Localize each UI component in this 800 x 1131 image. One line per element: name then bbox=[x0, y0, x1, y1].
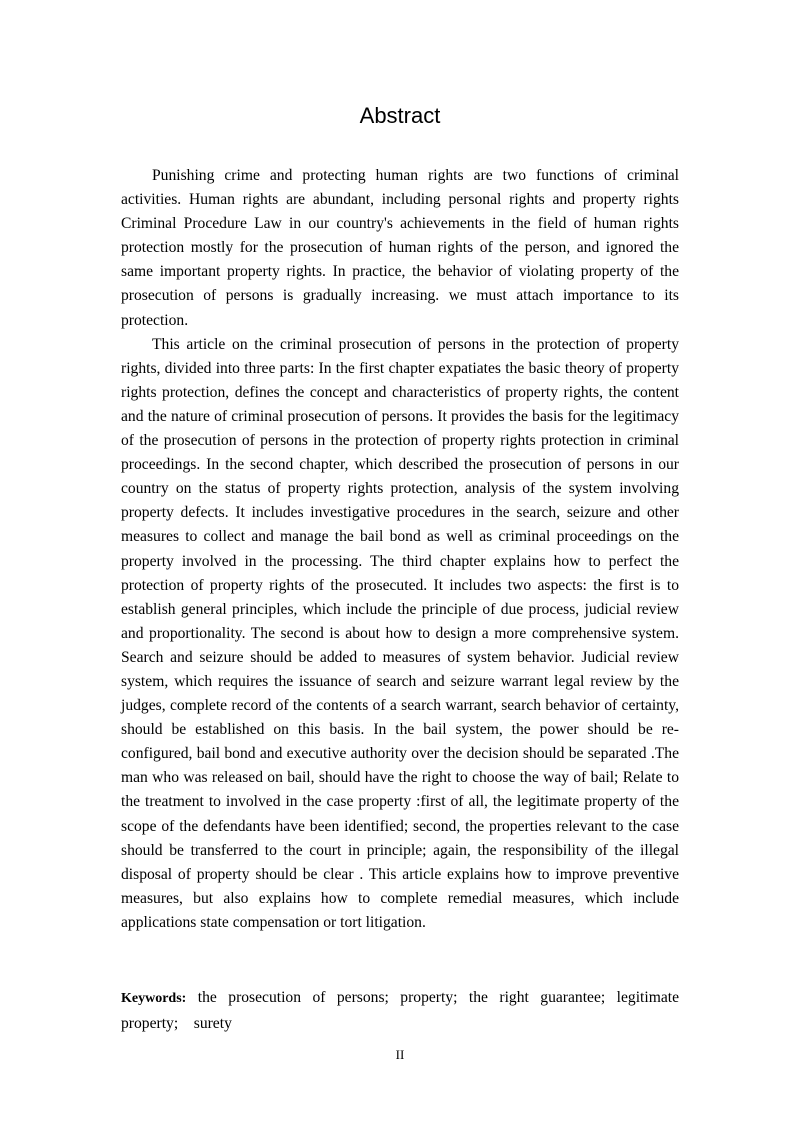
abstract-title: Abstract bbox=[359, 103, 441, 128]
abstract-body bbox=[121, 164, 679, 935]
abstract-paragraph-1: Punishing crime and protecting human rights are two functions of criminal activities. Human rights are abundant, including personal rights and property rights Criminal Procedure Law in our country's achievements in the field of human rights protection mostly for the prosecution of human rights of the person, and ignored the same important property rights. In practice, the behavior of violating property of the prosecution of persons is gradually increasing. we must attach importance to its protection. bbox=[121, 167, 679, 329]
keywords-label: Keywords: bbox=[121, 991, 187, 1006]
page-number: II bbox=[395, 1047, 405, 1062]
abstract-paragraph-2: This article on the criminal prosecution of persons in the protection of property rights, divided into three parts: In the first chapter expatiates the basic theory of property rights protection, defines the concept and characteristics of property rights, the content and the nature of criminal prosecution of persons. It provides the basis for the legitimacy of the prosecution of persons in the protection of property rights protection in criminal proceedings. In the second chapter, which described the prosecution of persons in our country on the status of property rights protection, analysis of the system involving property defects. It includes investigative procedures in the search, seizure and other measures to collect and manage the bail bond as well as criminal proceedings on the property involved in the processing. The third chapter explains how to perfect the protection of property rights of the prosecuted. It includes two aspects: the first is to establish general principles, which include the principle of due process, judicial review and proportionality. The second is about how to design a more comprehensive system. Search and seizure should be added to measures of system behavior. Judicial review system, which requires the issuance of search and seizure warrant legal review by the judges, complete record of the contents of a search warrant, search behavior of certainty, should be established on this basis. In the bail system, the power should be re-configured, bail bond and executive authority over the decision should be separated .The man who was released on bail, should have the right to choose the way of bail; Relate to the treatment to involved in the case property :first of all, the legitimate property of the scope of the defendants have been identified; second, the properties relevant to the case should be transferred to the court in principle; again, the responsibility of the illegal disposal of property should be clear . This article explains how to improve preventive measures, but also explains how to complete remedial measures, which include applications state compensation or tort litigation. bbox=[121, 335, 679, 931]
keywords-text: the prosecution of persons; property; the right guarantee; legitimate property; surety bbox=[121, 989, 680, 1032]
keywords-line bbox=[121, 986, 679, 1036]
